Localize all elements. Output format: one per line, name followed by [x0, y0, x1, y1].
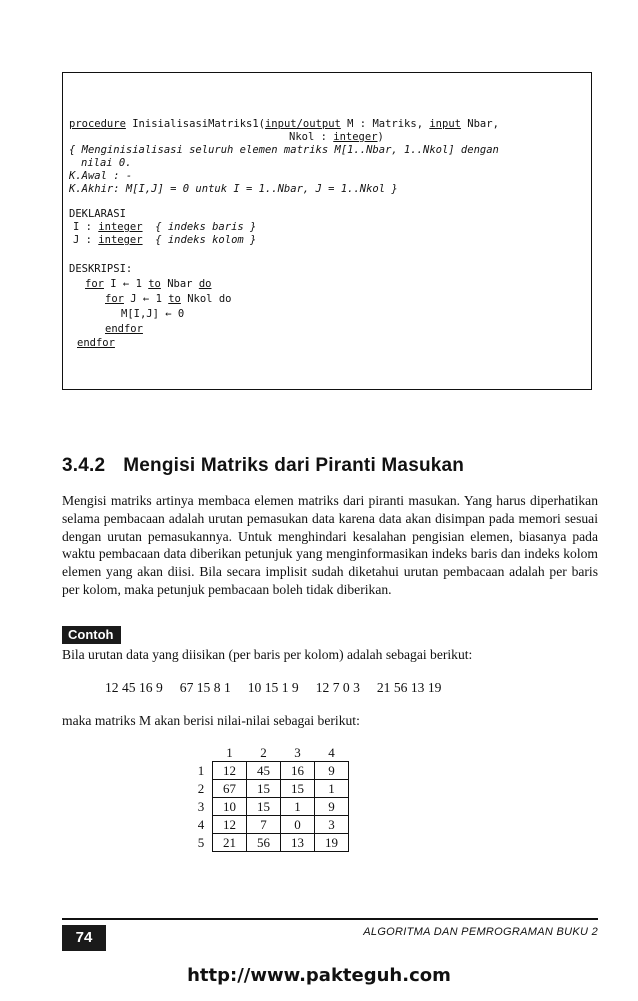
watermark-url: http://www.pakteguh.com	[187, 965, 451, 986]
inner-endfor: endfor	[105, 323, 143, 335]
section-number: 3.4.2	[62, 455, 106, 476]
outer-endfor: endfor	[77, 337, 115, 349]
table-row	[190, 816, 349, 834]
declaration-j: J : integer { indeks kolom }	[73, 234, 257, 246]
matrix-cell: 21	[213, 834, 247, 852]
running-head: ALGORITMA DAN PEMROGRAMAN BUKU 2	[363, 926, 598, 938]
matrix-cell: 12	[213, 762, 247, 780]
page-number: 74	[62, 925, 106, 951]
algorithm-box	[62, 72, 592, 390]
spec-comment: { Menginisialisasi seluruh elemen matriks M[1..Nbar, 1..Nkol] dengan	[69, 144, 499, 156]
matrix-cell: 16	[281, 762, 315, 780]
body-paragraph: Mengisi matriks artinya membaca elemen matriks dari piranti masukan. Yang harus diperhatikan selama pembacaan adalah urutan pemasukan data karena data akan disimpan pada memori sesuai dengan urutan pemasukannya. Untuk menghindari kesalahan pengisian elemen, biasanya pada waktu pembacaan data diberikan petunjuk yang menginformasikan indeks baris dan indeks kolom elemen yang akan diisi. Bila secara implisit sudah diketahui urutan pembacaan adalah per baris per kolom, maka petunjuk pembacaan boleh tidak diberikan.	[62, 493, 598, 597]
procedure-header-cont: Nkol : integer)	[289, 131, 384, 143]
procedure-header: procedure InisialisasiMatriks1(input/output M : Matriks, input Nbar,	[69, 118, 499, 130]
matrix-cell: 56	[247, 834, 281, 852]
matrix-cell: 3	[315, 816, 349, 834]
inner-for-loop: for J ← 1 to Nkol do	[105, 293, 232, 305]
column-header: 1	[226, 745, 233, 760]
matrix-cell: 67	[213, 780, 247, 798]
matrix-cell: 9	[315, 762, 349, 780]
result-intro: maka matriks M akan berisi nilai-nilai sebagai berikut:	[62, 713, 360, 728]
initial-state: K.Awal : -	[69, 170, 133, 182]
matrix-cell: 7	[247, 816, 281, 834]
matrix-cell: 1	[315, 780, 349, 798]
example-intro: Bila urutan data yang diisikan (per baris per kolom) adalah sebagai berikut:	[62, 647, 473, 662]
table-row	[190, 780, 349, 798]
row-header: 3	[197, 798, 205, 814]
section-heading	[62, 455, 464, 477]
assignment-statement: M[I,J] ← 0	[121, 308, 185, 320]
row-header: 5	[197, 834, 205, 850]
row-header: 2	[197, 780, 205, 796]
keyword-procedure: procedure	[69, 118, 126, 130]
declaration-label: DEKLARASI	[69, 208, 126, 220]
matrix-cell: 13	[281, 834, 315, 852]
column-header: 3	[294, 745, 301, 760]
matrix-cell: 10	[213, 798, 247, 816]
footer-rule	[62, 918, 598, 920]
matrix-cell: 0	[281, 816, 315, 834]
row-header: 4	[197, 816, 205, 832]
spec-comment-cont: nilai 0.	[81, 157, 132, 169]
matrix-cell: 12	[213, 816, 247, 834]
example-label: Contoh	[62, 626, 121, 644]
description-label: DESKRIPSI:	[69, 263, 133, 275]
matrix-cell: 15	[247, 798, 281, 816]
matrix-cell: 15	[247, 780, 281, 798]
keyword-input-output: input/output	[264, 118, 341, 130]
matrix-cell: 45	[247, 762, 281, 780]
table-row	[190, 762, 349, 780]
column-header: 2	[260, 745, 267, 760]
outer-for-loop: for I ← 1 to Nbar do	[85, 278, 212, 290]
input-sequence: 12 45 16 9 67 15 8 1 10 15 1 9 12 7 0 3 21 56 13 19	[105, 680, 442, 695]
matrix-cell: 1	[281, 798, 315, 816]
table-row	[190, 798, 349, 816]
matrix-column-headers	[190, 745, 349, 762]
keyword-input: input	[429, 118, 461, 130]
matrix-table	[190, 745, 349, 852]
matrix-cell: 15	[281, 780, 315, 798]
table-row	[190, 834, 349, 852]
final-state: K.Akhir: M[I,J] = 0 untuk I = 1..Nbar, J = 1..Nkol }	[69, 183, 398, 195]
section-title: Mengisi Matriks dari Piranti Masukan	[123, 455, 465, 476]
matrix-cell: 19	[315, 834, 349, 852]
declaration-i: I : integer { indeks baris }	[73, 221, 257, 233]
matrix-cell: 9	[315, 798, 349, 816]
column-header: 4	[328, 745, 335, 760]
row-header: 1	[197, 762, 205, 778]
